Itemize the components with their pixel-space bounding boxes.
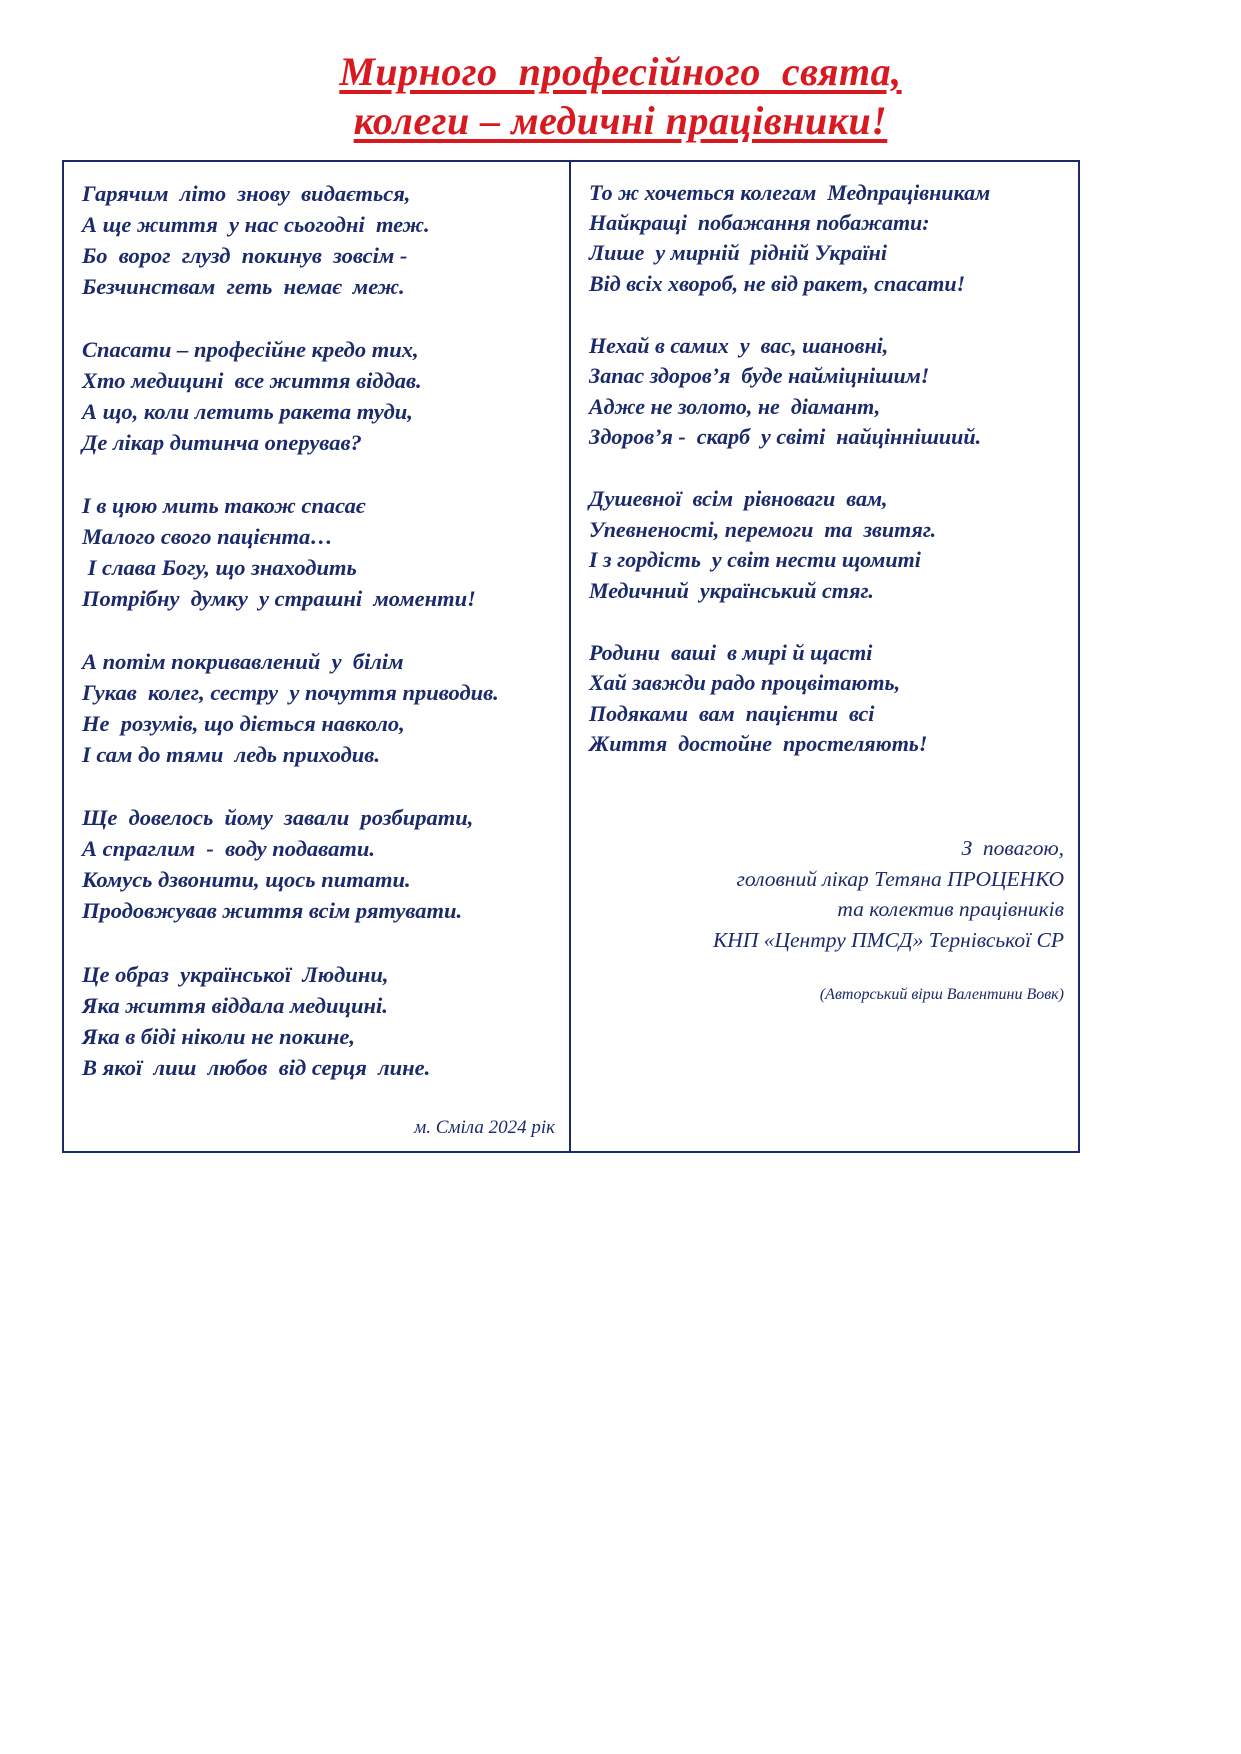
- poem-line: Бо ворог глузд покинув зовсім -: [82, 242, 408, 268]
- page-title: [62, 48, 1179, 146]
- title-line-1: Мирного професійного свята,: [339, 49, 902, 94]
- poem-line: Не розумів, що діється навколо,: [82, 711, 405, 737]
- poem-line: Родини ваші в мирі й щасті: [589, 639, 873, 665]
- poem-column-left: [64, 162, 571, 1151]
- poem-column-right: [571, 162, 1078, 1151]
- signoff-line: З повагою,: [961, 836, 1064, 861]
- stanza: [589, 178, 1064, 299]
- poem-line: Малого свого пацієнта…: [82, 524, 333, 550]
- poem-line: Де лікар дитинча оперував?: [82, 429, 362, 455]
- poem-line: Ще довелось йому завали розбирати,: [82, 805, 474, 831]
- stanza: [589, 331, 1064, 452]
- stanza: [589, 638, 1064, 759]
- stanza: [82, 178, 555, 302]
- poem-line: Гарячим літо знову видається,: [82, 180, 411, 206]
- stanza: [82, 959, 555, 1083]
- stanza: [82, 490, 555, 614]
- title-line-2: колеги – медичні працівники!: [353, 97, 888, 143]
- poem-line: Здоров’я - скарб у світі найціннішиий.: [589, 424, 982, 450]
- stanza: [82, 334, 555, 458]
- poem-frame: [62, 160, 1080, 1153]
- place-and-year: [82, 1115, 555, 1141]
- poem-line: Гукав колег, сестру у почуття приводив.: [82, 680, 499, 706]
- poem-line: Упевненості, перемоги та звитяг.: [589, 516, 937, 542]
- signoff-line: та колектив працівників: [837, 897, 1064, 922]
- poem-line: Медичний український стяг.: [589, 577, 874, 603]
- poem-line: Адже не золото, не діамант,: [589, 393, 881, 419]
- poem-line: Хай завжди радо процвітають,: [589, 670, 901, 696]
- poem-line: Яка в біді ніколи не покине,: [82, 1023, 355, 1049]
- poem-line: І з гордість у світ нести щомиті: [589, 547, 921, 573]
- author-credit-text: (Авторський вірш Валентини Вовк): [819, 986, 1064, 1004]
- poem-line: Спасати – професійне кредо тих,: [82, 336, 419, 362]
- stanza: [589, 484, 1064, 605]
- poem-line: Запас здоров’я буде найміцнішим!: [589, 363, 930, 389]
- signoff-line: КНП «Центру ПМСД» Тернівської СР: [713, 927, 1064, 952]
- poem-line: А спраглим - воду подавати.: [82, 836, 375, 862]
- poem-line: Подяками вам пацієнти всі: [589, 700, 875, 726]
- poem-line: А ще життя у нас сьогодні теж.: [82, 211, 430, 237]
- poem-line: Це образ української Людини,: [82, 961, 389, 987]
- poem-line: В якої лиш любов від серця лине.: [82, 1054, 431, 1080]
- poem-line: Продовжував життя всім рятувати.: [82, 898, 463, 924]
- poem-line: І сам до тями ледь приходив.: [82, 742, 380, 768]
- poem-line: А потім покривавлений у білім: [82, 649, 404, 675]
- signoff-line: головний лікар Тетяна ПРОЦЕНКО: [736, 866, 1064, 891]
- stanza: [82, 646, 555, 770]
- poem-line: А що, коли летить ракета туди,: [82, 398, 413, 424]
- poem-line: Яка життя віддала медицині.: [82, 992, 388, 1018]
- author-credit: [589, 985, 1064, 1006]
- poem-line: І в цюю мить також спасає: [82, 492, 366, 518]
- poem-line: Життя достойне простеляють!: [589, 730, 928, 756]
- poem-line: І слава Богу, що знаходить: [82, 555, 357, 581]
- poem-line: Найкращі побажання побажати:: [589, 209, 930, 235]
- poem-line: Хто медицині все життя віддав.: [82, 367, 422, 393]
- poem-line: То ж хочеться колегам Медпрацівникам: [589, 179, 991, 205]
- poem-line: Лише у мирній рідній Україні: [589, 240, 887, 266]
- poem-line: Нехай в самих у вас, шановні,: [589, 333, 889, 359]
- stanza: [82, 802, 555, 926]
- poem-line: Потрібну думку у страшні моменти!: [82, 586, 476, 612]
- poem-line: Від всіх хвороб, не від ракет, спасати!: [589, 270, 966, 296]
- signoff-block: [589, 833, 1064, 955]
- poem-line: Душевної всім рівноваги вам,: [589, 486, 888, 512]
- place-text: м. Сміла 2024 рік: [414, 1116, 555, 1138]
- poem-line: Комусь дзвонити, щось питати.: [82, 867, 411, 893]
- poem-line: Безчинствам геть немає меж.: [82, 273, 405, 299]
